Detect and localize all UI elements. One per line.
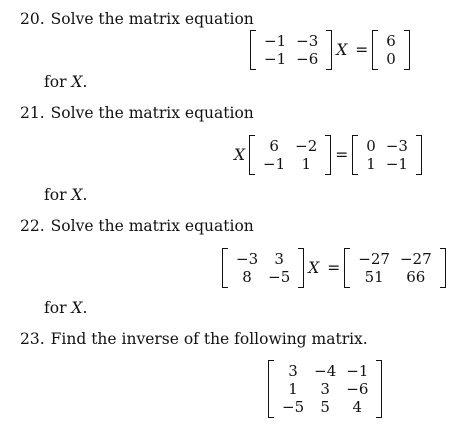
matrix-entry: −5 <box>268 268 291 286</box>
matrix-entry: −5 <box>282 398 305 416</box>
problem-22-heading <box>20 217 254 235</box>
matrix-row <box>277 362 373 380</box>
matrix-grid <box>259 32 323 68</box>
matrix-row <box>381 50 401 68</box>
matrix-entry: 1 <box>288 380 298 398</box>
problem-21-for-x <box>44 186 87 204</box>
matrix-grid <box>353 250 436 286</box>
for-variable: X <box>71 186 83 204</box>
problem-22-for-x <box>44 299 87 317</box>
problem-20-for-x <box>44 73 87 91</box>
problem-21-heading <box>20 104 254 122</box>
problem-22-equation <box>222 248 446 288</box>
unknown-variable: X <box>234 146 246 164</box>
problem-number: 23. <box>20 330 45 348</box>
equals-sign: = <box>355 41 369 59</box>
matrix-entry: 5 <box>320 398 330 416</box>
problem-text: Solve the matrix equation <box>50 104 254 122</box>
problem-20-equation <box>250 30 410 70</box>
matrix-row <box>258 137 322 155</box>
matrix-entry: 1 <box>301 155 311 173</box>
coefficient-matrix <box>249 135 331 175</box>
inverse-target-matrix <box>268 360 382 418</box>
matrix-entry: −2 <box>295 137 318 155</box>
matrix-grid <box>231 250 295 286</box>
problem-text: Find the inverse of the following matrix. <box>50 330 368 348</box>
for-variable: X <box>71 73 83 91</box>
matrix-entry: 51 <box>364 268 384 286</box>
unknown-variable: X <box>308 259 320 277</box>
matrix-entry: 66 <box>406 268 426 286</box>
problem-number: 20. <box>20 10 45 28</box>
matrix-entry: −1 <box>264 32 287 50</box>
problem-text: Solve the matrix equation <box>50 217 254 235</box>
matrix-entry: 3 <box>320 380 330 398</box>
matrix-entry: 3 <box>288 362 298 380</box>
equals-sign: = <box>335 146 349 164</box>
matrix-entry: 8 <box>242 268 252 286</box>
matrix-entry: −1 <box>385 155 408 173</box>
matrix-grid <box>361 137 413 173</box>
matrix-row <box>258 155 322 173</box>
matrix-entry: −6 <box>346 380 369 398</box>
problem-23-equation <box>268 360 382 418</box>
coefficient-matrix <box>222 248 304 288</box>
matrix-row <box>231 250 295 268</box>
matrix-row <box>277 398 373 416</box>
matrix-entry: 6 <box>386 32 396 50</box>
for-period: . <box>82 299 88 317</box>
matrix-entry: −1 <box>346 362 369 380</box>
matrix-entry: −3 <box>296 32 319 50</box>
result-matrix <box>352 135 422 175</box>
problem-20-heading <box>20 10 254 28</box>
matrix-entry: −3 <box>385 137 408 155</box>
problem-23-heading <box>20 330 368 348</box>
matrix-entry: −3 <box>236 250 259 268</box>
problem-text: Solve the matrix equation <box>50 10 254 28</box>
for-label: for <box>44 73 67 91</box>
matrix-grid <box>258 137 322 173</box>
matrix-entry: 6 <box>269 137 279 155</box>
matrix-grid <box>277 362 373 416</box>
matrix-entry: 0 <box>386 50 396 68</box>
matrix-row <box>277 380 373 398</box>
problem-number: 22. <box>20 217 45 235</box>
problem-number: 21. <box>20 104 45 122</box>
matrix-entry: 4 <box>352 398 363 416</box>
matrix-entry: 0 <box>366 137 376 155</box>
for-label: for <box>44 299 67 317</box>
matrix-row <box>231 268 295 286</box>
result-matrix <box>372 30 410 70</box>
matrix-row <box>381 32 401 50</box>
result-matrix <box>344 248 445 288</box>
matrix-row <box>353 250 436 268</box>
unknown-variable: X <box>336 41 348 59</box>
matrix-entry: −1 <box>264 50 287 68</box>
matrix-row <box>353 268 436 286</box>
matrix-row <box>259 50 323 68</box>
matrix-row <box>259 32 323 50</box>
matrix-entry: −27 <box>399 250 432 268</box>
equals-sign: = <box>327 259 341 277</box>
matrix-entry: −6 <box>296 50 319 68</box>
for-period: . <box>82 73 88 91</box>
matrix-grid <box>381 32 401 68</box>
for-label: for <box>44 186 67 204</box>
matrix-row <box>361 137 413 155</box>
matrix-entry: 1 <box>366 155 376 173</box>
for-variable: X <box>71 299 83 317</box>
matrix-entry: 3 <box>274 250 284 268</box>
matrix-entry: −1 <box>263 155 286 173</box>
problem-21-equation <box>230 135 422 175</box>
matrix-row <box>361 155 413 173</box>
for-period: . <box>82 186 88 204</box>
matrix-entry: −4 <box>314 362 337 380</box>
coefficient-matrix <box>250 30 332 70</box>
matrix-entry: −27 <box>358 250 390 268</box>
